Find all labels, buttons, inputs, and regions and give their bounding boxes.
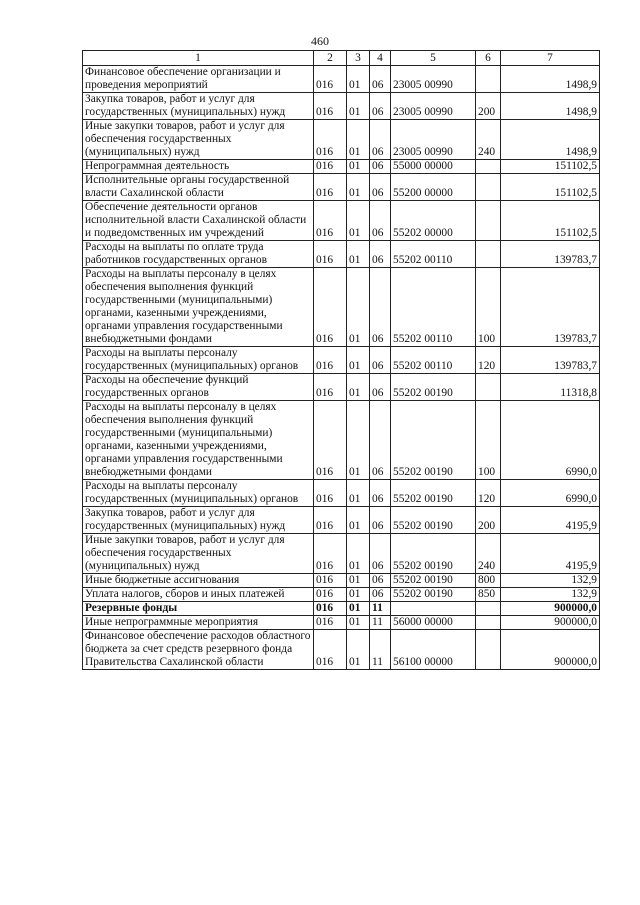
column-number: 1 <box>83 51 314 66</box>
expense-name: Расходы на выплаты персоналу государственных (муниципальных) органов <box>83 480 314 507</box>
expense-type-code: 120 <box>476 480 501 507</box>
target-article-code: 55202 00000 <box>391 201 476 241</box>
ministry-code: 016 <box>314 268 347 347</box>
target-article-code: 23005 00990 <box>391 120 476 160</box>
page-number: 460 <box>311 34 329 48</box>
expense-name: Исполнительные органы государственной власти Сахалинской области <box>83 174 314 201</box>
amount: 139783,7 <box>501 241 600 268</box>
target-article-code: 55202 00110 <box>391 347 476 374</box>
expense-name: Финансовое обеспечение организации и проведения мероприятий <box>83 66 314 93</box>
section-code: 01 <box>347 534 370 574</box>
section-code: 01 <box>347 616 370 630</box>
subsection-code: 06 <box>370 588 391 602</box>
target-article-code: 55000 00000 <box>391 160 476 174</box>
target-article-code: 23005 00990 <box>391 66 476 93</box>
target-article-code: 55202 00190 <box>391 534 476 574</box>
ministry-code: 016 <box>314 241 347 268</box>
expense-name: Финансовое обеспечение расходов областного бюджета за счет средств резервного фонда Правительства Сахалинской области <box>83 630 314 670</box>
expense-type-code: 850 <box>476 588 501 602</box>
expense-name: Расходы на выплаты персоналу в целях обеспечения выполнения функций государственными (муниципальными) органами, казенными учреждениями, органами управления государственными внебюджетными фондами <box>83 268 314 347</box>
expense-name: Непрограммная деятельность <box>83 160 314 174</box>
subsection-code: 06 <box>370 268 391 347</box>
section-code: 01 <box>347 401 370 480</box>
expense-type-code: 200 <box>476 507 501 534</box>
expense-type-code <box>476 201 501 241</box>
expense-name: Иные закупки товаров, работ и услуг для обеспечения государственных (муниципальных) нужд <box>83 534 314 574</box>
expense-name: Закупка товаров, работ и услуг для государственных (муниципальных) нужд <box>83 93 314 120</box>
expense-name: Иные непрограммные мероприятия <box>83 616 314 630</box>
ministry-code: 016 <box>314 534 347 574</box>
expense-type-code <box>476 174 501 201</box>
expense-type-code <box>476 616 501 630</box>
subsection-code: 06 <box>370 534 391 574</box>
table-header <box>83 51 600 66</box>
target-article-code: 55200 00000 <box>391 174 476 201</box>
table-row <box>83 268 600 347</box>
ministry-code: 016 <box>314 66 347 93</box>
target-article-code: 55202 00110 <box>391 241 476 268</box>
column-number: 7 <box>501 51 600 66</box>
budget-table <box>82 50 600 670</box>
target-article-code: 55202 00190 <box>391 401 476 480</box>
amount: 6990,0 <box>501 480 600 507</box>
subsection-code: 06 <box>370 241 391 268</box>
amount: 151102,5 <box>501 201 600 241</box>
table-row <box>83 160 600 174</box>
ministry-code: 016 <box>314 93 347 120</box>
target-article-code: 55202 00190 <box>391 374 476 401</box>
ministry-code: 016 <box>314 160 347 174</box>
amount: 6990,0 <box>501 401 600 480</box>
expense-type-code <box>476 241 501 268</box>
subsection-code: 11 <box>370 602 391 616</box>
column-number-row <box>83 51 600 66</box>
expense-name: Расходы на выплаты персоналу государственных (муниципальных) органов <box>83 347 314 374</box>
target-article-code: 55202 00190 <box>391 480 476 507</box>
expense-type-code: 120 <box>476 347 501 374</box>
section-code: 01 <box>347 120 370 160</box>
amount: 900000,0 <box>501 630 600 670</box>
expense-type-code <box>476 66 501 93</box>
expense-type-code <box>476 160 501 174</box>
ministry-code: 016 <box>314 602 347 616</box>
expense-name: Резервные фонды <box>83 602 314 616</box>
subsection-code: 06 <box>370 574 391 588</box>
section-code: 01 <box>347 374 370 401</box>
amount: 4195,9 <box>501 507 600 534</box>
table-row <box>83 401 600 480</box>
amount: 151102,5 <box>501 160 600 174</box>
subsection-code: 06 <box>370 120 391 160</box>
table-body <box>83 66 600 670</box>
expense-name: Иные закупки товаров, работ и услуг для обеспечения государственных (муниципальных) нужд <box>83 120 314 160</box>
subsection-code: 11 <box>370 616 391 630</box>
ministry-code: 016 <box>314 347 347 374</box>
expense-name: Расходы на обеспечение функций государственных органов <box>83 374 314 401</box>
expense-name: Закупка товаров, работ и услуг для государственных (муниципальных) нужд <box>83 507 314 534</box>
amount: 900000,0 <box>501 616 600 630</box>
table-row <box>83 507 600 534</box>
subsection-code: 06 <box>370 374 391 401</box>
table-row <box>83 602 600 616</box>
target-article-code: 56100 00000 <box>391 630 476 670</box>
column-number: 4 <box>370 51 391 66</box>
section-code: 01 <box>347 174 370 201</box>
amount: 151102,5 <box>501 174 600 201</box>
ministry-code: 016 <box>314 201 347 241</box>
expense-type-code: 240 <box>476 120 501 160</box>
section-code: 01 <box>347 480 370 507</box>
section-code: 01 <box>347 602 370 616</box>
ministry-code: 016 <box>314 401 347 480</box>
amount: 1498,9 <box>501 93 600 120</box>
table-row <box>83 574 600 588</box>
target-article-code: 56000 00000 <box>391 616 476 630</box>
table-row <box>83 616 600 630</box>
section-code: 01 <box>347 630 370 670</box>
target-article-code: 55202 00190 <box>391 507 476 534</box>
table-row <box>83 201 600 241</box>
amount: 139783,7 <box>501 347 600 374</box>
table-row <box>83 347 600 374</box>
subsection-code: 06 <box>370 507 391 534</box>
expense-name: Иные бюджетные ассигнования <box>83 574 314 588</box>
target-article-code: 23005 00990 <box>391 93 476 120</box>
ministry-code: 016 <box>314 574 347 588</box>
subsection-code: 06 <box>370 93 391 120</box>
subsection-code: 06 <box>370 401 391 480</box>
section-code: 01 <box>347 588 370 602</box>
target-article-code: 55202 00110 <box>391 268 476 347</box>
expense-type-code: 100 <box>476 268 501 347</box>
section-code: 01 <box>347 241 370 268</box>
ministry-code: 016 <box>314 480 347 507</box>
section-code: 01 <box>347 507 370 534</box>
table-row <box>83 374 600 401</box>
table-row <box>83 66 600 93</box>
expense-type-code: 240 <box>476 534 501 574</box>
column-number: 6 <box>476 51 501 66</box>
ministry-code: 016 <box>314 507 347 534</box>
section-code: 01 <box>347 574 370 588</box>
subsection-code: 06 <box>370 174 391 201</box>
section-code: 01 <box>347 160 370 174</box>
expense-type-code <box>476 602 501 616</box>
table-row <box>83 120 600 160</box>
column-number: 5 <box>391 51 476 66</box>
table-row <box>83 174 600 201</box>
target-article-code: 55202 00190 <box>391 588 476 602</box>
amount: 4195,9 <box>501 534 600 574</box>
expense-name: Уплата налогов, сборов и иных платежей <box>83 588 314 602</box>
column-number: 3 <box>347 51 370 66</box>
column-number: 2 <box>314 51 347 66</box>
table-row <box>83 480 600 507</box>
amount: 132,9 <box>501 588 600 602</box>
ministry-code: 016 <box>314 174 347 201</box>
ministry-code: 016 <box>314 630 347 670</box>
expense-type-code: 800 <box>476 574 501 588</box>
section-code: 01 <box>347 347 370 374</box>
expense-type-code <box>476 374 501 401</box>
subsection-code: 11 <box>370 630 391 670</box>
table-row <box>83 93 600 120</box>
ministry-code: 016 <box>314 374 347 401</box>
target-article-code <box>391 602 476 616</box>
amount: 1498,9 <box>501 66 600 93</box>
section-code: 01 <box>347 66 370 93</box>
amount: 1498,9 <box>501 120 600 160</box>
target-article-code: 55202 00190 <box>391 574 476 588</box>
expense-type-code: 100 <box>476 401 501 480</box>
section-code: 01 <box>347 268 370 347</box>
amount: 139783,7 <box>501 268 600 347</box>
ministry-code: 016 <box>314 588 347 602</box>
amount: 900000,0 <box>501 602 600 616</box>
ministry-code: 016 <box>314 120 347 160</box>
expense-type-code <box>476 630 501 670</box>
subsection-code: 06 <box>370 480 391 507</box>
expense-type-code: 200 <box>476 93 501 120</box>
subsection-code: 06 <box>370 160 391 174</box>
subsection-code: 06 <box>370 347 391 374</box>
table-row <box>83 588 600 602</box>
section-code: 01 <box>347 201 370 241</box>
amount: 11318,8 <box>501 374 600 401</box>
section-code: 01 <box>347 93 370 120</box>
table-row <box>83 241 600 268</box>
table-row <box>83 534 600 574</box>
expense-name: Расходы на выплаты персоналу в целях обеспечения выполнения функций государственными (муниципальными) органами, казенными учреждениями, органами управления государственными внебюджетными фондами <box>83 401 314 480</box>
subsection-code: 06 <box>370 201 391 241</box>
expense-name: Обеспечение деятельности органов исполнительной власти Сахалинской области и подведомственных им учреждений <box>83 201 314 241</box>
expense-name: Расходы на выплаты по оплате труда работников государственных органов <box>83 241 314 268</box>
subsection-code: 06 <box>370 66 391 93</box>
ministry-code: 016 <box>314 616 347 630</box>
amount: 132,9 <box>501 574 600 588</box>
table-row <box>83 630 600 670</box>
